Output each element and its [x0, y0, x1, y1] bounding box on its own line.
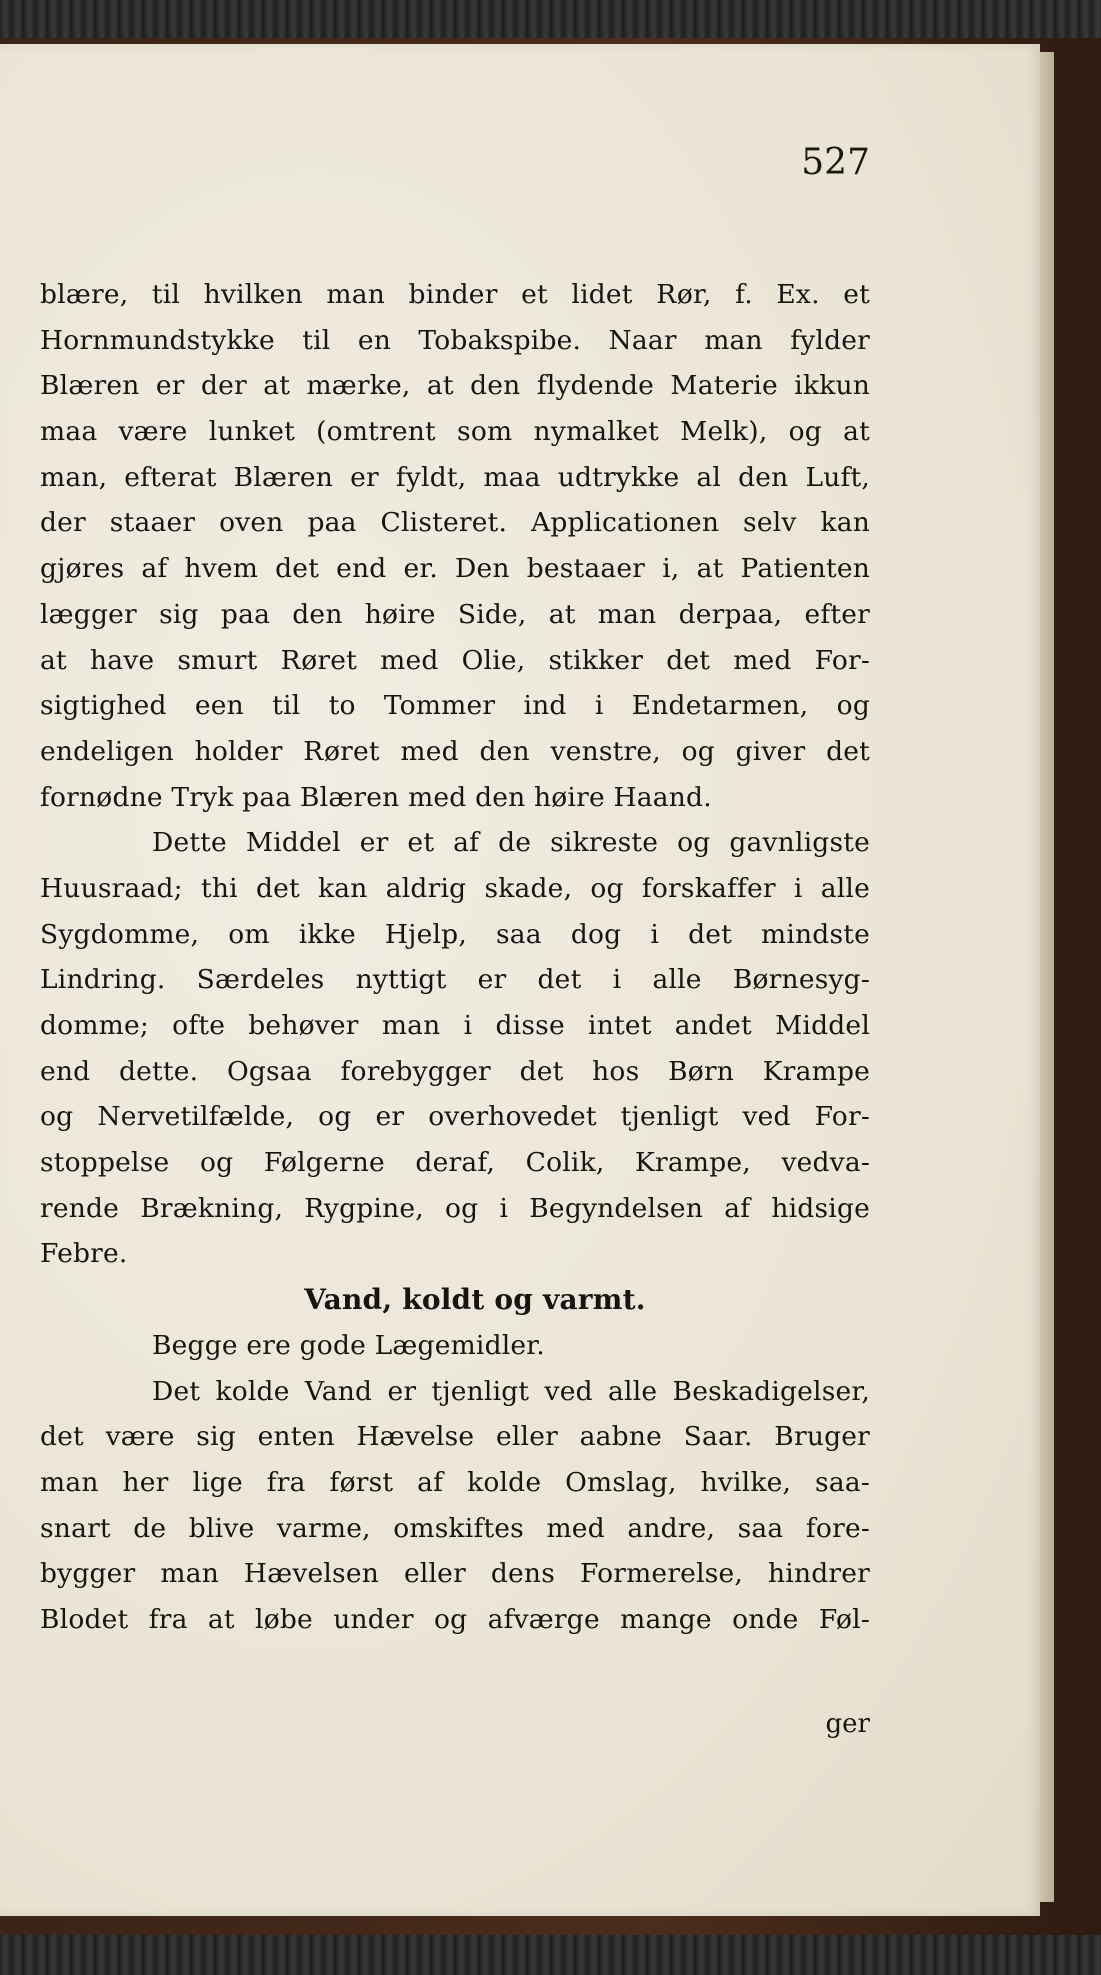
page-number: 527: [801, 142, 870, 183]
text-line: at have smurt Røret med Olie, stikker det med For-: [40, 644, 870, 676]
text-line: sigtighed een til to Tommer ind i Endetarmen, og: [40, 690, 870, 722]
text-line: rende Brækning, Rygpine, og i Begyndelsen af hidsige: [40, 1192, 870, 1224]
text-line: endeligen holder Røret med den venstre, og giver det: [40, 735, 870, 767]
text-line: Blæren er der at mærke, at den flydende Materie ikkun: [40, 370, 870, 402]
text-line: Sygdomme, om ikke Hjelp, saa dog i det mindste: [40, 918, 870, 950]
text-line: end dette. Ogsaa forebygger det hos Børn Krampe: [40, 1055, 870, 1087]
text-line: Huusraad; thi det kan aldrig skade, og forskaffer i alle: [40, 872, 870, 904]
text-line: fornødne Tryk paa Blæren med den høire Haand.: [40, 781, 712, 813]
text-line: stoppelse og Følgerne deraf, Colik, Krampe, vedva-: [40, 1147, 870, 1179]
text-line: man her lige fra først af kolde Omslag, hvilke, saa-: [40, 1466, 870, 1498]
text-line: der staaer oven paa Clisteret. Applicationen selv kan: [40, 507, 870, 539]
text-line: Blodet fra at løbe under og afværge mange onde Føl-: [40, 1603, 870, 1635]
text-line: gjøres af hvem det end er. Den bestaaer i, at Patienten: [40, 553, 870, 585]
cover-bottom-edge: [0, 1935, 1101, 1975]
cover-top-edge: [0, 0, 1101, 38]
section-heading: Vand, koldt og varmt.: [304, 1283, 646, 1317]
catchword: ger: [825, 1709, 870, 1739]
paragraph-start: Dette Middel er et af de sikreste og gavnligste: [152, 827, 870, 859]
text-line: Lindring. Særdeles nyttigt er det i alle Børnesyg-: [40, 964, 870, 996]
text-line: Febre.: [40, 1238, 128, 1270]
text-line: blære, til hvilken man binder et lidet Rør, f. Ex. et: [40, 279, 870, 310]
body-text: [40, 272, 870, 1643]
text-line: og Nervetilfælde, og er overhovedet tjenligt ved For-: [40, 1101, 870, 1133]
text-line: snart de blive varme, omskiftes med andre, saa fore-: [40, 1512, 870, 1544]
text-line: det være sig enten Hævelse eller aabne Saar. Bruger: [40, 1421, 870, 1453]
paragraph-start: Begge ere gode Lægemidler.: [152, 1329, 545, 1361]
text-line: lægger sig paa den høire Side, at man derpaa, efter: [40, 598, 870, 630]
book-page: [0, 44, 1040, 1916]
paragraph-start: Det kolde Vand er tjenligt ved alle Beskadigelser,: [152, 1375, 870, 1407]
text-line: maa være lunket (omtrent som nymalket Melk), og at: [40, 416, 870, 448]
text-line: domme; ofte behøver man i disse intet andet Middel: [40, 1010, 870, 1041]
text-line: bygger man Hævelsen eller dens Formerelse, hindrer: [40, 1558, 870, 1590]
text-line: man, efterat Blæren er fyldt, maa udtrykke al den Luft,: [40, 461, 870, 493]
text-line: Hornmundstykke til en Tobakspibe. Naar man fylder: [40, 324, 870, 356]
